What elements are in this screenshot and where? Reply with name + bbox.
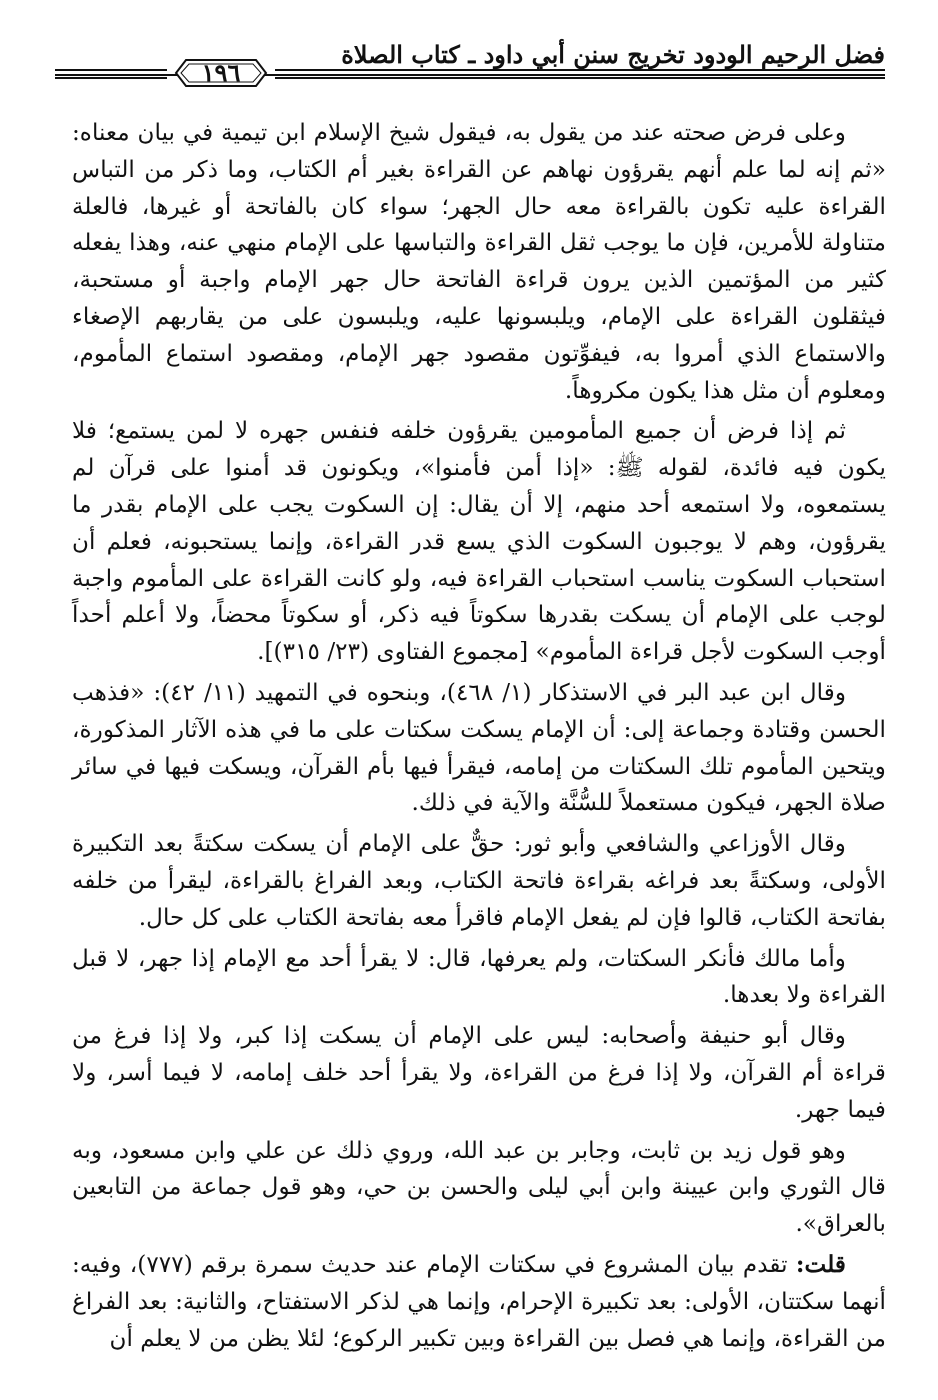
paragraph: وعلى فرض صحته عند من يقول به، فيقول شيخ الإسلام ابن تيمية في بيان معناه: «ثم إنه لما علم أنهم يقرؤون نهاهم عن القراءة بغير أم الكتاب، وما ذكر من التباس القراءة عليه تكون بالقراءة معه حال الجهر؛ سواء كان بالفاتحة أو غيرها، فالعلة متناولة للأمرين، فإن ما يوجب ثقل القراءة والتباسها على الإمام منهي عنه، وهذا يفعله كثير من المؤتمين الذين يرون قراءة الفاتحة حال جهر الإمام واجبة أو مستحبة، فيثقلون القراءة على الإمام، ويلبسونها عليه، ويلبسون على من يقاربهم الإصغاء والاستماع الذي أمروا به، فيفوِّتون مقصود جهر الإمام، ومقصود استماع المأموم، ومعلوم أن مثل هذا يكون مكروهاً.: [72, 119, 886, 404]
qult-text: تقدم بيان المشروع في سكتات الإمام عند حديث سمرة برقم (٧٧٧)، وفيه: أنهما سكتتان، الأولى: بعد تكبيرة الإحرام، وإنما هي لذكر الاستفتاح، والثانية: بعد الفراغ من القراءة، وإنما هي فصل بين القراءة وبين تكبير الركوع؛ لئلا يظن من لا يعلم أن: [72, 1250, 886, 1352]
paragraph: وقال الأوزاعي والشافعي وأبو ثور: حقٌّ على الإمام أن يسكت سكتةً بعد التكبيرة الأولى، وسكتةً بعد فراغه بقراءة فاتحة الكتاب، وبعد الفراغ بالقراءة، ليقرأ من خلفه بفاتحة الكتاب، قالوا فإن لم يفعل الإمام فاقرأ معه بفاتحة الكتاب على كل حال.: [72, 830, 886, 931]
running-title: فضل الرحيم الودود تخريج سنن أبي داود ـ كتاب الصلاة: [341, 40, 885, 69]
page-number: ١٩٦: [201, 58, 241, 87]
paragraph: وأما مالك فأنكر السكتات، ولم يعرفها، قال: لا يقرأ أحد مع الإمام إذا جهر، لا قبل القراءة ولا بعدها.: [72, 944, 886, 1009]
paragraph-qult: [72, 1247, 886, 1357]
paragraph: وقال أبو حنيفة وأصحابه: ليس على الإمام أن يسكت إذا كبر، ولا إذا فرغ من قراءة أم القرآن، ولا إذا فرغ من القراءة، ولا يقرأ أحد خلف إمامه، لا فيما أسر، ولا فيما جهر.: [72, 1022, 886, 1123]
paragraph: وهو قول زيد بن ثابت، وجابر بن عبد الله، وروي ذلك عن علي وابن مسعود، وبه قال الثوري وابن عيينة وابن أبي ليلى والحسن بن حي، وهو قول جماعة من التابعين بالعراق».: [72, 1136, 886, 1238]
page-number-badge: [172, 56, 270, 90]
ornament-line-right: [275, 69, 885, 79]
ornament-line-left: [55, 69, 167, 79]
body-text: [72, 115, 886, 1361]
paragraph: ثم إذا فرض أن جميع المأمومين يقرؤون خلفه فنفس جهره لا لمن يستمع؛ فلا يكون فيه فائدة، لقوله ﷺ: «إذا أمن فأمنوا»، ويكونون قد أمنوا على قرآن لم يستمعوه، ولا استمعه أحد منهم، إلا أن يقال: إن السكوت يجب على الإمام بقدر ما يقرؤون، وهم لا يوجبون السكوت الذي يسع قدر القراءة، وإنما يستحبونه، فعلم أن استحباب السكوت يناسب استحباب القراءة فيه، ولو كانت القراءة على المأموم واجبة لوجب على الإمام أن يسكت بقدرها سكوتاً فيه ذكر، أو سكوتاً محضاً، ولا أعلم أحداً أوجب السكوت لأجل قراءة المأموم» [مجموع الفتاوى (٢٣/ ٣١٥)].: [72, 417, 886, 666]
qult-label: قلت:: [795, 1250, 846, 1278]
paragraph: وقال ابن عبد البر في الاستذكار (١/ ٤٦٨)، وبنحوه في التمهيد (١١/ ٤٢): «فذهب الحسن وقتادة وجماعة إلى: أن الإمام يسكت سكتات على ما في هذه الآثار المذكورة، ويتحين المأموم تلك السكتات من إمامه، فيقرأ فيها بأم القرآن، ويسكت فيها في سائر صلاة الجهر، فيكون مستعملاً للسُّنَّة والآية في ذلك.: [72, 678, 886, 817]
